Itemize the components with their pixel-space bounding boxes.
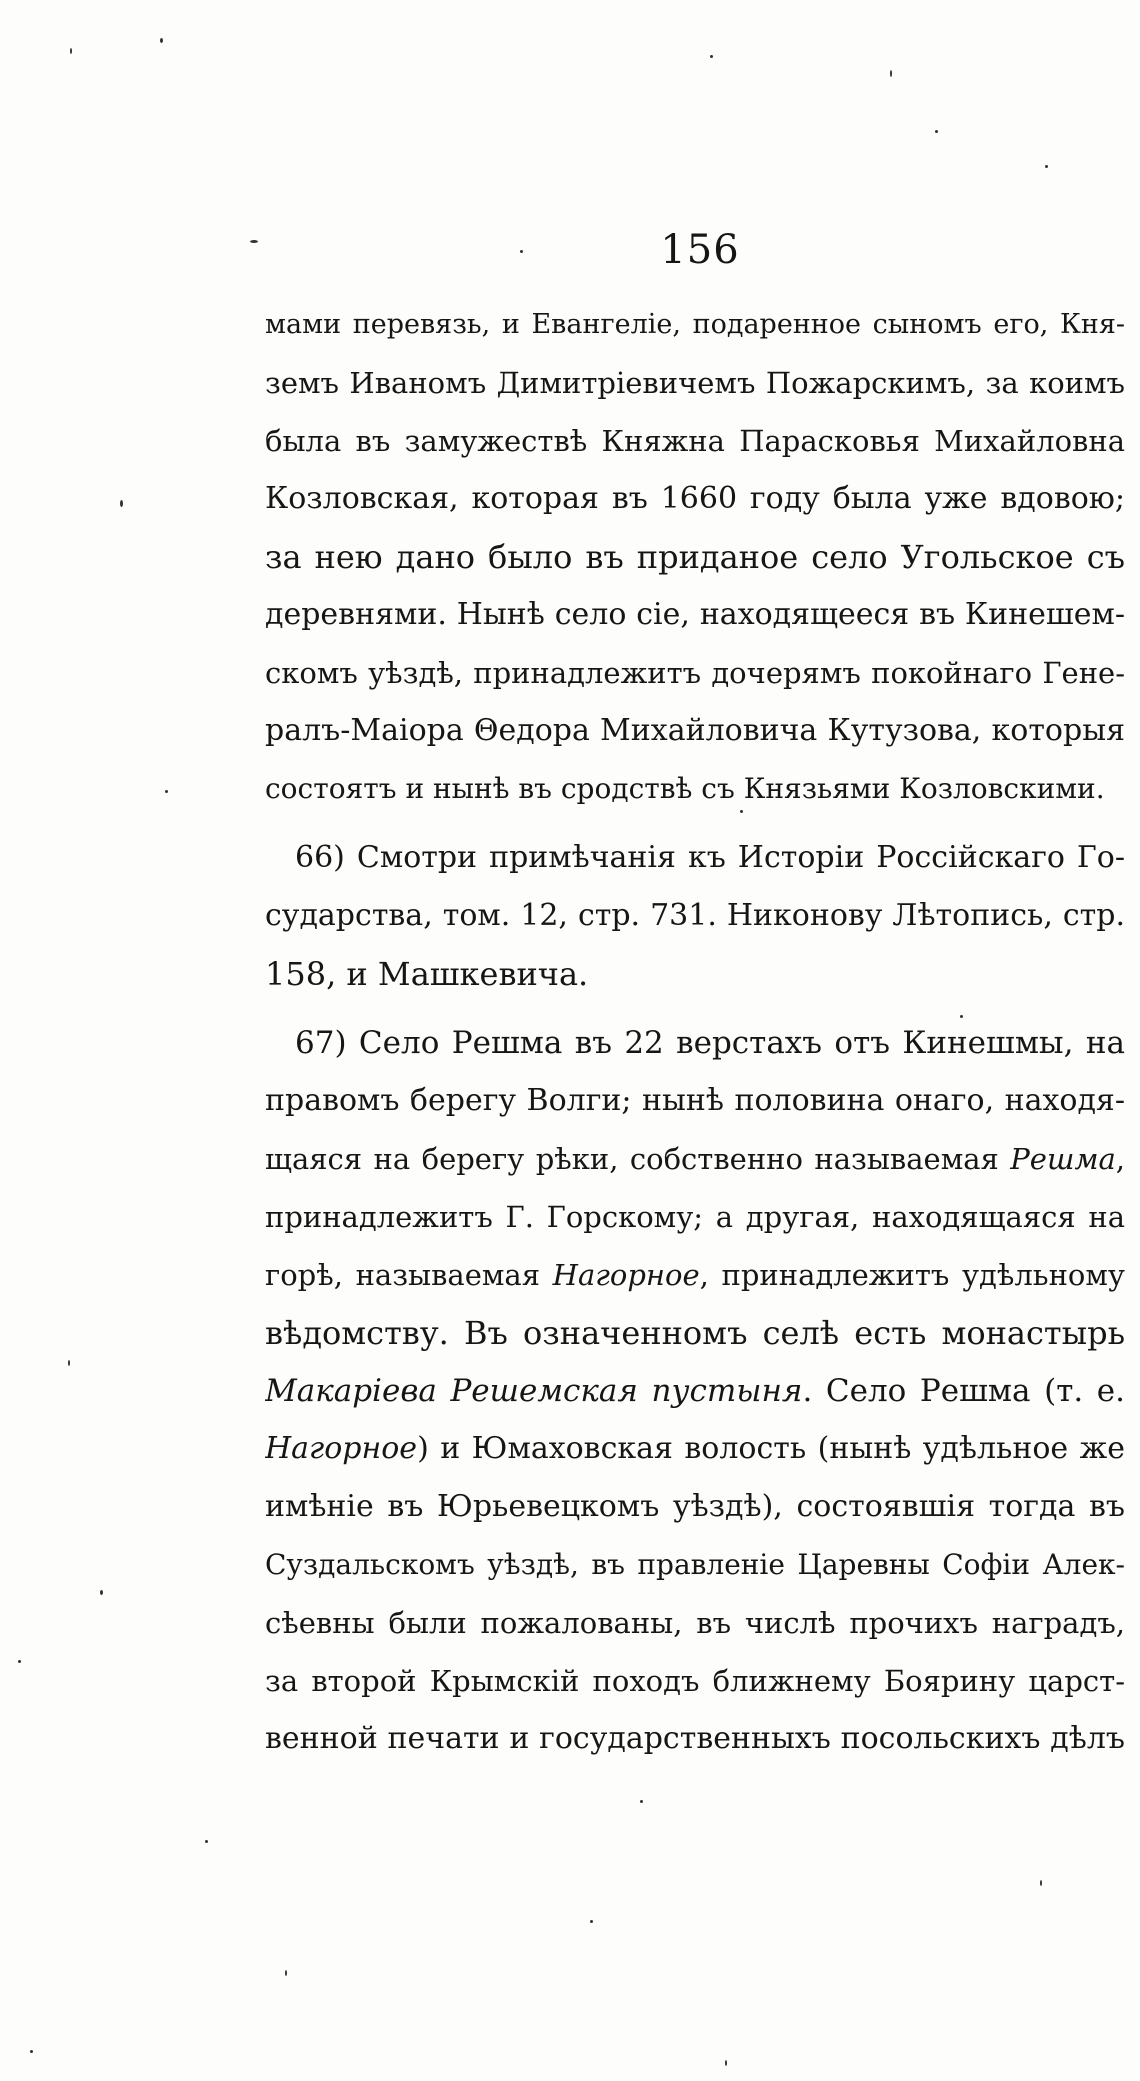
text-segment: мами перевязь, и Евангеліе, подаренное сыномъ его, Кня- bbox=[265, 309, 1125, 340]
scan-speck bbox=[1045, 165, 1048, 168]
scan-speck bbox=[160, 38, 163, 43]
text-line bbox=[265, 886, 1125, 946]
text-line bbox=[265, 1129, 1125, 1189]
scan-speck bbox=[960, 1015, 963, 1018]
scan-speck bbox=[100, 1590, 103, 1595]
text-segment: 67) Село Решма въ 22 верстахъ отъ Кинешмы, на bbox=[295, 1025, 1125, 1061]
text-line bbox=[265, 1709, 1125, 1769]
text-line bbox=[265, 1071, 1125, 1131]
text-line bbox=[265, 469, 1125, 529]
text-segment: за второй Крымскій походъ ближнему Боярину царст- bbox=[265, 1664, 1125, 1698]
scan-speck bbox=[250, 240, 258, 243]
text-line bbox=[265, 759, 1125, 819]
scan-speck bbox=[1040, 1880, 1042, 1886]
text-line bbox=[265, 585, 1125, 645]
text-segment: скомъ уѣздѣ, принадлежитъ дочерямъ покойнаго Гене- bbox=[265, 656, 1125, 690]
text-line bbox=[265, 1535, 1125, 1595]
text-segment: сударства, том. 12, стр. 731. Никонову Лѣтопись, стр. bbox=[265, 898, 1125, 933]
text-line bbox=[265, 353, 1125, 413]
text-line bbox=[265, 1187, 1125, 1247]
text-segment: сѣевны были пожалованы, въ числѣ прочихъ наградъ, bbox=[265, 1606, 1125, 1640]
text-line bbox=[265, 1361, 1125, 1421]
scan-speck bbox=[285, 1970, 287, 1976]
italic-text-segment: Нагорное bbox=[265, 1431, 418, 1466]
text-line bbox=[265, 411, 1125, 471]
text-segment: земъ Иваномъ Димитріевичемъ Пожарскимъ, за коимъ bbox=[265, 366, 1125, 400]
text-segment: ) и Юмаховская волость (нынѣ удѣльное же bbox=[417, 1431, 1125, 1466]
text-line bbox=[265, 1651, 1125, 1711]
scan-speck bbox=[205, 1840, 208, 1843]
text-line bbox=[265, 701, 1125, 761]
scan-speck bbox=[70, 48, 72, 54]
text-segment: . Село Решма (т. е. bbox=[802, 1373, 1125, 1409]
text-segment: , принадлежитъ удѣльному bbox=[699, 1258, 1125, 1292]
scan-speck bbox=[890, 70, 892, 77]
text-segment: имѣніе въ Юрьевецкомъ уѣздѣ), состоявшія тогда въ bbox=[265, 1489, 1125, 1524]
scan-speck bbox=[30, 2050, 33, 2053]
scan-speck bbox=[740, 810, 743, 813]
text-segment: ралъ-Маіора Θедора Михайловича Кутузова, которыя bbox=[265, 713, 1125, 748]
text-line bbox=[265, 1419, 1125, 1479]
text-line bbox=[295, 1013, 1125, 1073]
scan-speck bbox=[18, 1660, 21, 1663]
text-segment: Суздальскомъ уѣздѣ, въ правленіе Царевны Софіи Алек- bbox=[265, 1548, 1125, 1581]
text-line bbox=[265, 295, 1125, 355]
text-line bbox=[265, 527, 1125, 587]
scan-speck bbox=[520, 250, 523, 253]
text-segment: состоятъ и нынѣ въ сродствѣ съ Князьями Козловскими. bbox=[265, 772, 1105, 805]
text-segment: была въ замужествѣ Княжна Парасковья Михайловна bbox=[265, 424, 1125, 458]
scan-speck bbox=[120, 500, 123, 507]
scan-speck bbox=[640, 1800, 643, 1803]
scan-speck bbox=[68, 1360, 70, 1366]
scan-speck bbox=[725, 2060, 727, 2066]
text-segment: за нею дано было въ приданое село Угольское съ bbox=[265, 538, 1125, 576]
page-number: 156 bbox=[660, 227, 740, 273]
text-segment: Козловская, которая въ 1660 году была уже вдовою; bbox=[265, 481, 1125, 516]
text-segment: горѣ, называемая bbox=[265, 1258, 553, 1292]
text-line bbox=[265, 1303, 1125, 1363]
text-line bbox=[265, 944, 1125, 1004]
scan-speck bbox=[590, 1920, 593, 1923]
text-line bbox=[265, 1245, 1125, 1305]
text-line bbox=[295, 828, 1125, 888]
scan-speck bbox=[165, 790, 168, 793]
text-segment: 66) Смотри примѣчанія къ Исторіи Россійскаго Го- bbox=[295, 840, 1125, 875]
italic-text-segment: Решма bbox=[1010, 1142, 1116, 1176]
text-segment: 158, и Машкевича. bbox=[265, 955, 589, 993]
text-segment: , bbox=[1115, 1142, 1125, 1176]
italic-text-segment: Нагорное bbox=[552, 1258, 700, 1292]
italic-text-segment: Макаріева Решемская пустыня bbox=[265, 1373, 803, 1409]
text-segment: деревнями. Нынѣ село сіе, находящееся въ Кинешем- bbox=[265, 597, 1125, 632]
text-segment: правомъ берегу Волги; нынѣ половина онаго, находя- bbox=[265, 1083, 1125, 1118]
text-line bbox=[265, 1593, 1125, 1653]
text-segment: венной печати и государственныхъ посольскихъ дѣлъ bbox=[265, 1721, 1125, 1756]
text-segment: принадлежитъ Г. Горскому; а другая, находящаяся на bbox=[265, 1200, 1125, 1234]
text-segment: вѣдомству. Въ означенномъ селѣ есть монастырь bbox=[265, 1314, 1125, 1352]
text-line bbox=[265, 643, 1125, 703]
scan-speck bbox=[710, 55, 713, 58]
text-line bbox=[265, 1477, 1125, 1537]
scan-speck bbox=[935, 130, 938, 133]
text-segment: щаяся на берегу рѣки, собственно называемая bbox=[265, 1142, 1011, 1176]
